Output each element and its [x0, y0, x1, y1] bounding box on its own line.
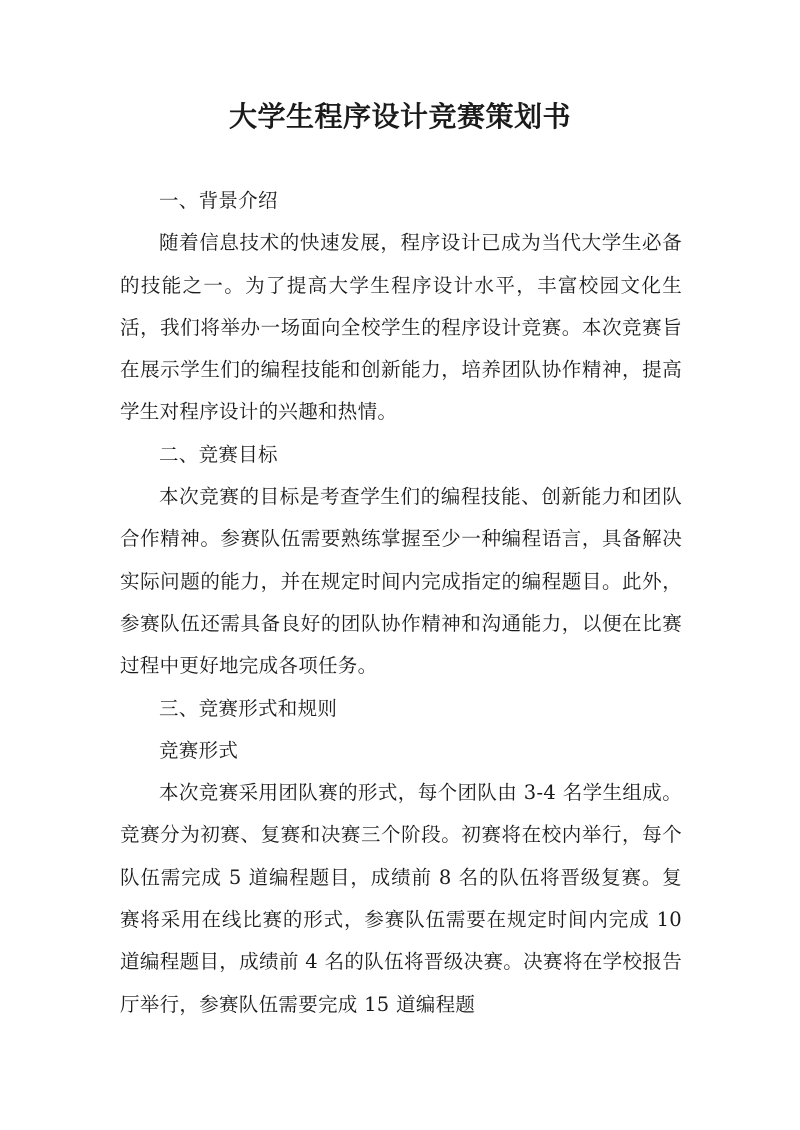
paragraph-goal: 本次竞赛的目标是考查学生们的编程技能、创新能力和团队合作精神。参赛队伍需要熟练掌握至少一种编程语言，具备解决实际问题的能力，并在规定时间内完成指定的编程题目。此外，参赛队伍还需具备良好的团队协作精神和沟通能力，以便在比赛过程中更好地完成各项任务。	[120, 485, 682, 678]
document-body	[120, 180, 682, 1026]
document-title: 大学生程序设计竞赛策划书	[228, 100, 571, 133]
section-heading-background: 一、背景介绍	[159, 189, 278, 212]
subsection-heading-format: 竞赛形式	[159, 738, 239, 762]
paragraph-background: 随着信息技术的快速发展，程序设计已成为当代大学生必备的技能之一。为了提高大学生程序设计水平，丰富校园文化生活，我们将举办一场面向全校学生的程序设计竞赛。本次竞赛旨在展示学生们的编程技能和创新能力，培养团队协作精神，提高学生对程序设计的兴趣和热情。	[120, 231, 682, 424]
section-heading-goal: 二、竞赛目标	[159, 442, 278, 466]
section-heading-format: 三、竞赛形式和规则	[159, 696, 338, 720]
paragraph-format: 本次竞赛采用团队赛的形式，每个团队由 3-4 名学生组成。竞赛分为初赛、复赛和决赛三个阶段。初赛将在校内举行，每个队伍需完成 5 道编程题目，成绩前 8 名的队伍将晋级复赛。复赛将采用在线比赛的形式，参赛队伍需要在规定时间内完成 10 道编程题目，成绩前 4 名的队伍将晋级决赛。决赛将在学校报告厅举行，参赛队伍需要完成 15 道编程题	[120, 781, 682, 1016]
